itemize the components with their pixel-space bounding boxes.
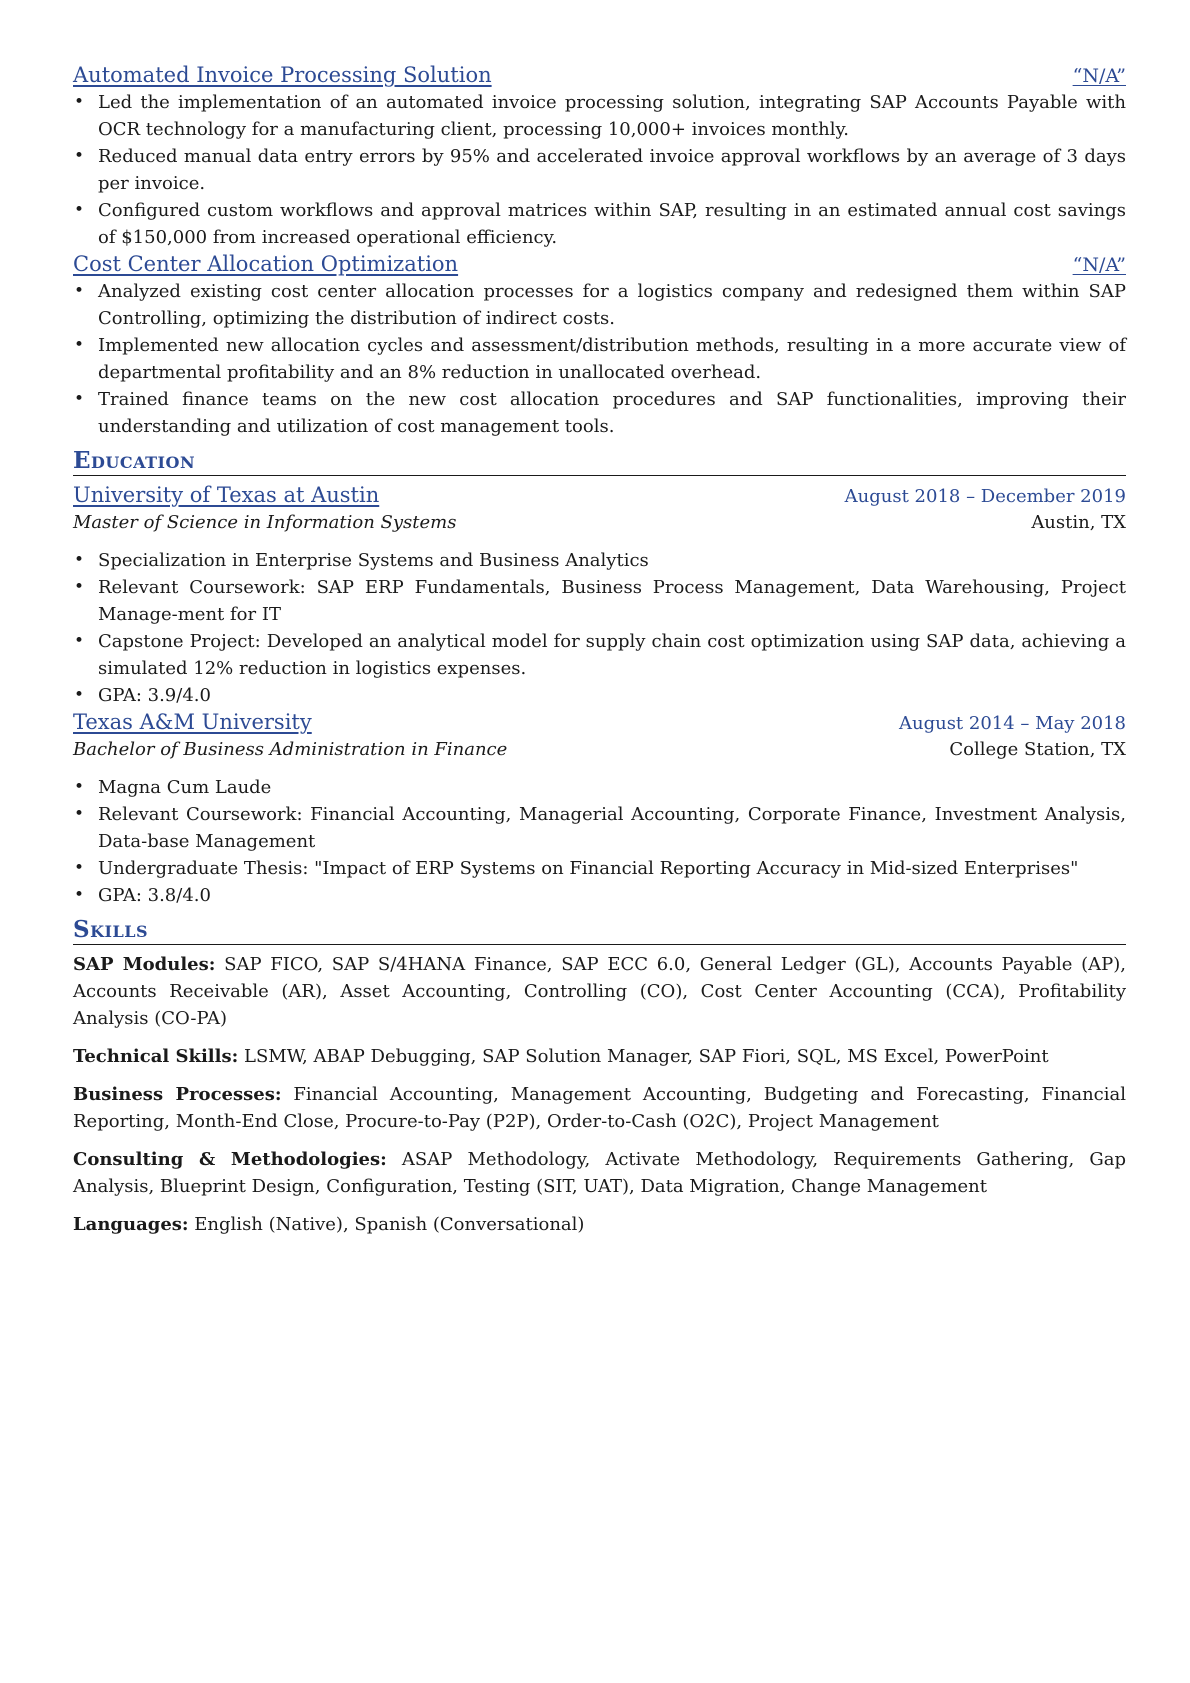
skill-value: LSMW, ABAP Debugging, SAP Solution Manager, SAP Fiori, SQL, MS Excel, PowerPoint bbox=[243, 1046, 1049, 1067]
list-item: • Undergraduate Thesis: "Impact of ERP Systems on Financial Reporting Accuracy in Mid-sized Enterprises" bbox=[98, 855, 1126, 882]
project-header bbox=[73, 62, 1126, 89]
list-item: • Configured custom workflows and approval matrices within SAP, resulting in an estimated annual cost savings of $150,000 from increased operational efficiency. bbox=[98, 197, 1126, 251]
skill-line-business-processes bbox=[73, 1081, 1126, 1135]
project-entry bbox=[73, 62, 1126, 251]
project-entry bbox=[73, 251, 1126, 440]
skill-label: Consulting & Methodologies: bbox=[73, 1149, 387, 1170]
list-item: • Implemented new allocation cycles and assessment/distribution methods, resulting in a more accurate view of departmental profitability and an 8% reduction in unallocated overhead. bbox=[98, 332, 1126, 386]
skill-line-languages bbox=[73, 1211, 1126, 1238]
skill-label: Business Processes: bbox=[73, 1084, 282, 1105]
school-name[interactable]: Texas A&M University bbox=[73, 710, 312, 734]
skill-value: Financial Accounting, Management Accounting, Budgeting and Forecasting, Financial Reporting, Month-End Close, Procure-to-Pay (P2P), Order-to-Cash (O2C), Project Management bbox=[73, 1084, 1126, 1132]
list-item: • Relevant Coursework: Financial Accounting, Managerial Accounting, Corporate Finance, Investment Analysis, Data-base Management bbox=[98, 801, 1126, 855]
skill-value: English (Native), Spanish (Conversational) bbox=[194, 1214, 585, 1235]
project-bullets bbox=[73, 89, 1126, 251]
education-subheader bbox=[73, 737, 1126, 763]
skill-line-consulting bbox=[73, 1146, 1126, 1200]
education-subheader bbox=[73, 510, 1126, 536]
education-dates: August 2018 – December 2019 bbox=[844, 486, 1126, 507]
list-item: • Magna Cum Laude bbox=[98, 774, 1126, 801]
education-entry bbox=[73, 482, 1126, 709]
list-item: • Reduced manual data entry errors by 95% and accelerated invoice approval workflows by an average of 3 days per invoice. bbox=[98, 143, 1126, 197]
degree: Master of Science in Information Systems bbox=[73, 512, 457, 533]
education-entry bbox=[73, 709, 1126, 909]
list-item: • Specialization in Enterprise Systems and Business Analytics bbox=[98, 547, 1126, 574]
section-heading-education: Education bbox=[73, 447, 1126, 476]
resume-page bbox=[73, 62, 1126, 1249]
skill-line-sap-modules bbox=[73, 951, 1126, 1032]
project-title[interactable]: Cost Center Allocation Optimization bbox=[73, 252, 459, 276]
skill-label: Languages: bbox=[73, 1214, 189, 1235]
education-bullets bbox=[73, 774, 1126, 909]
list-item: • GPA: 3.8/4.0 bbox=[98, 882, 1126, 909]
education-location: Austin, TX bbox=[1031, 512, 1126, 533]
list-item: • Relevant Coursework: SAP ERP Fundamentals, Business Process Management, Data Warehousing, Project Manage-ment for IT bbox=[98, 574, 1126, 628]
project-link[interactable]: “N/A” bbox=[1072, 254, 1126, 276]
project-header bbox=[73, 251, 1126, 278]
list-item: • GPA: 3.9/4.0 bbox=[98, 682, 1126, 709]
skill-label: SAP Modules: bbox=[73, 954, 216, 975]
list-item: • Trained finance teams on the new cost allocation procedures and SAP functionalities, improving their understanding and utilization of cost management tools. bbox=[98, 386, 1126, 440]
education-bullets bbox=[73, 547, 1126, 709]
education-header bbox=[73, 709, 1126, 737]
list-item: • Analyzed existing cost center allocation processes for a logistics company and redesigned them within SAP Controlling, optimizing the distribution of indirect costs. bbox=[98, 278, 1126, 332]
project-link[interactable]: “N/A” bbox=[1072, 65, 1126, 87]
list-item: • Capstone Project: Developed an analytical model for supply chain cost optimization using SAP data, achieving a simulated 12% reduction in logistics expenses. bbox=[98, 628, 1126, 682]
list-item: • Led the implementation of an automated invoice processing solution, integrating SAP Accounts Payable with OCR technology for a manufacturing client, processing 10,000+ invoices monthly. bbox=[98, 89, 1126, 143]
skill-label: Technical Skills: bbox=[73, 1046, 239, 1067]
education-dates: August 2014 – May 2018 bbox=[898, 713, 1126, 734]
education-location: College Station, TX bbox=[949, 739, 1126, 760]
project-bullets bbox=[73, 278, 1126, 440]
school-name[interactable]: University of Texas at Austin bbox=[73, 483, 380, 507]
project-title[interactable]: Automated Invoice Processing Solution bbox=[73, 63, 492, 87]
skill-value: ASAP Methodology, Activate Methodology, Requirements Gathering, Gap Analysis, Blueprint Design, Configuration, Testing (SIT, UAT), Data Migration, Change Management bbox=[73, 1149, 1126, 1197]
skill-value: SAP FICO, SAP S/4HANA Finance, SAP ECC 6.0, General Ledger (GL), Accounts Payable (AP), Accounts Receivable (AR), Asset Accounting, Controlling (CO), Cost Center Accounting (CCA), Profitability Analysis (CO-PA) bbox=[73, 954, 1126, 1029]
degree: Bachelor of Business Administration in Finance bbox=[73, 739, 508, 760]
education-header bbox=[73, 482, 1126, 510]
skill-line-technical bbox=[73, 1043, 1126, 1070]
section-heading-skills: Skills bbox=[73, 916, 1126, 945]
